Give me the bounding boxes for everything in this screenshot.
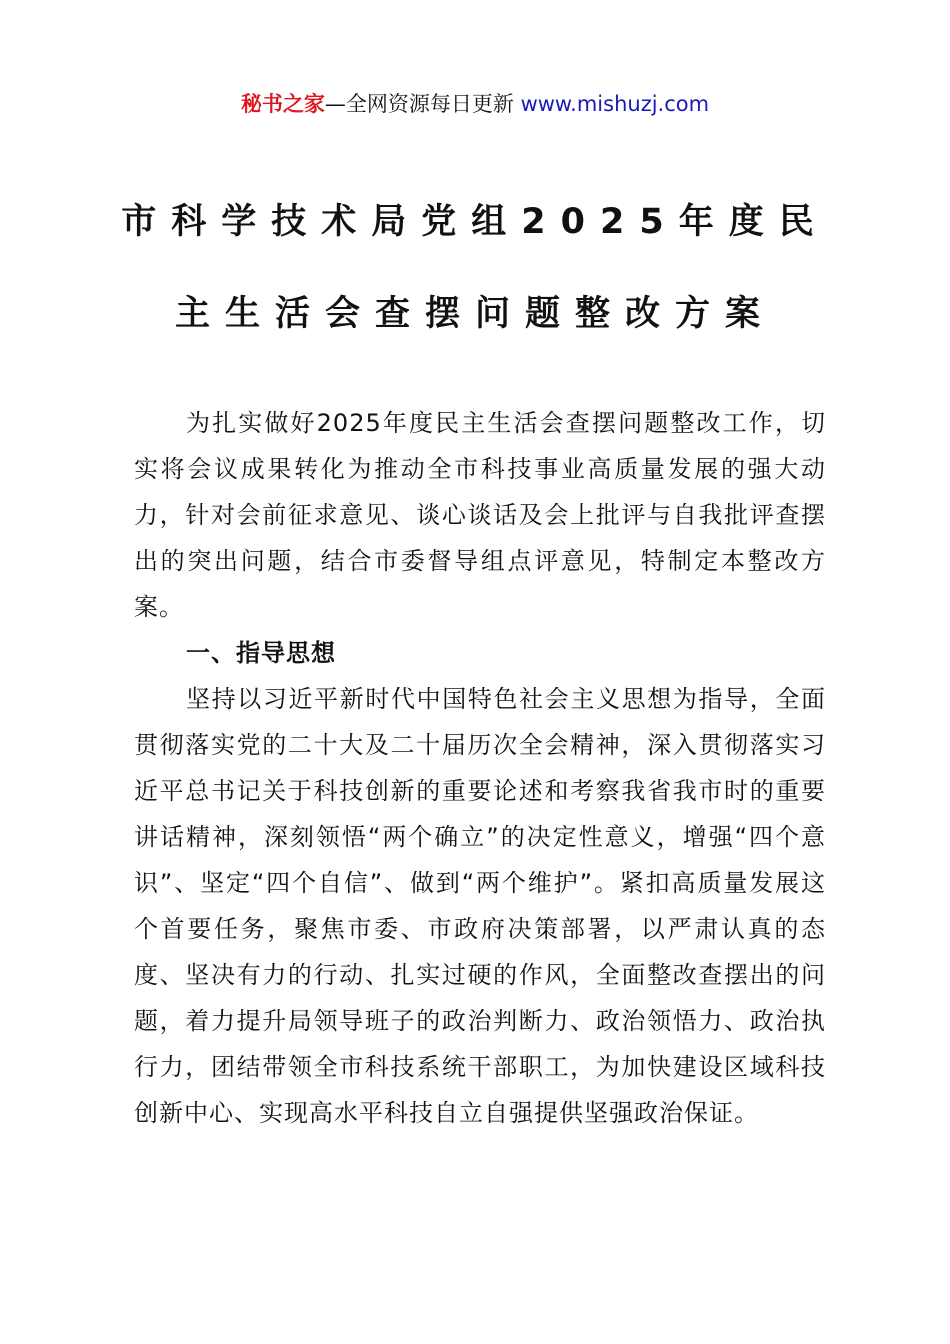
section-heading-guiding-ideology: 一、指导思想 — [186, 639, 336, 667]
document-body — [134, 400, 826, 1136]
intro-paragraph: 为扎实做好2025年度民主生活会查摆问题整改工作，切实将会议成果转化为推动全市科技事业高质量发展的强大动力，针对会前征求意见、谈心谈话及会上批评与自我批评查摆出的突出问题，结合市委督导组点评意见，特制定本整改方案。 — [134, 409, 826, 621]
document-title-line-1: 市科学技术局党组2025年度民 — [121, 202, 829, 242]
banner-tagline: —全网资源每日更新 — [324, 92, 521, 116]
site-banner — [0, 88, 950, 120]
guiding-ideology-paragraph: 坚持以习近平新时代中国特色社会主义思想为指导，全面贯彻落实党的二十大及二十届历次全会精神，深入贯彻落实习近平总书记关于科技创新的重要论述和考察我省我市时的重要讲话精神，深刻领悟“两个确立”的决定性意义，增强“四个意识”、坚定“四个自信”、做到“两个维护”。紧扣高质量发展这个首要任务，聚焦市委、市政府决策部署，以严肃认真的态度、坚决有力的行动、扎实过硬的作风，全面整改查摆出的问题，着力提升局领导班子的政治判断力、政治领悟力、政治执行力，团结带领全市科技系统干部职工，为加快建设区域科技创新中心、实现高水平科技自立自强提供坚强政治保证。 — [134, 685, 826, 1127]
document-title-line-2: 主生活会查摆问题整改方案 — [174, 294, 775, 334]
brand-name: 秘书之家 — [240, 92, 325, 116]
site-url-link[interactable]: www.mishuzj.com — [520, 92, 710, 116]
